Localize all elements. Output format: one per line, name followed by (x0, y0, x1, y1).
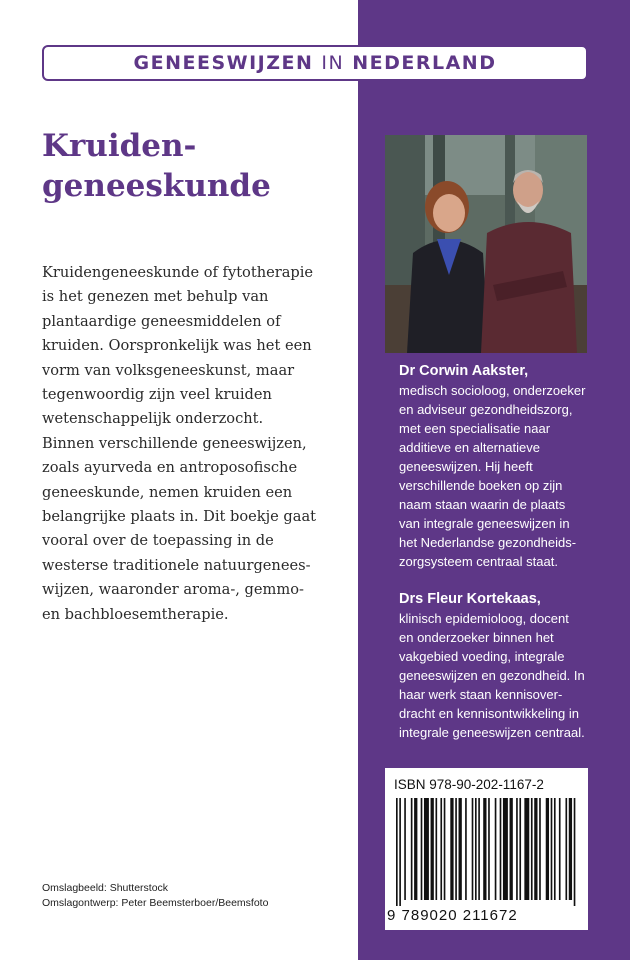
blurb-line: Kruidengeneeskunde of fytotherapie (42, 264, 314, 281)
barcode-bar (431, 798, 434, 900)
barcode-bar (424, 798, 429, 900)
bio-line: integrale geneeswijzen centraal. (399, 725, 585, 740)
bio-line: verschillende boeken op zijn (399, 478, 563, 493)
book-title (42, 126, 342, 206)
barcode-bar (421, 798, 423, 900)
blurb-line: westerse traditionele natuurgenees- (42, 556, 311, 574)
credit-photo: Omslagbeeld: Shutterstock (42, 882, 169, 894)
isbn-text: ISBN 978-90-202-1167-2 (394, 777, 544, 792)
barcode-bar (440, 798, 442, 900)
barcode-bar (478, 798, 480, 900)
author-name-2: Drs Fleur Kortekaas, (399, 591, 541, 607)
cover-credits (42, 881, 268, 911)
barcode-bar (488, 798, 490, 900)
credit-design: Omslagontwerp: Peter Beemsterboer/Beemsfoto (42, 897, 269, 909)
barcode-bar (435, 798, 437, 900)
barcode-digits: 9 789020 211672 (387, 907, 518, 924)
barcode-bar (472, 798, 474, 900)
barcode-bar (459, 798, 462, 900)
book-title-line: Kruiden- (42, 128, 197, 164)
barcode-bar (531, 798, 533, 900)
author-bio-2 (399, 590, 585, 742)
blurb-line: geneeskunde, nemen kruiden een (42, 483, 293, 501)
bio-line: additieve en alternatieve (399, 440, 540, 455)
barcode-bar (404, 798, 406, 900)
blurb-line: vorm van volksgeneeskunst, maar (42, 361, 295, 379)
barcode-bar (465, 798, 467, 900)
bio-line: met een specialisatie naar (399, 421, 551, 436)
barcode-bar (495, 798, 497, 900)
bio-line: medisch socioloog, onderzoeker (399, 383, 586, 398)
bio-line: haar werk staan kennisover- (399, 687, 563, 702)
book-title-line: geneeskunde (42, 168, 271, 204)
blurb-line: wijzen, waaronder aroma-, gemmo- (42, 581, 304, 599)
bio-line: en onderzoeker binnen het (399, 630, 554, 645)
author-photo-image (385, 135, 587, 353)
barcode-bar (500, 798, 502, 900)
barcode-bar (450, 798, 453, 900)
author-photo (385, 135, 587, 353)
blurb-line: zoals ayurveda en antroposofische (42, 459, 298, 477)
blurb-line: tegenwoordig zijn veel kruiden (42, 386, 272, 404)
bio-line: klinisch epidemioloog, docent (399, 611, 569, 626)
barcode-bar (574, 798, 576, 906)
blurb-line: Binnen verschillende geneeswijzen, (42, 434, 307, 452)
author-bio-1 (399, 362, 585, 571)
blurb-line: belangrijke plaats in. Dit boekje gaat (42, 508, 317, 526)
barcode-bar (455, 798, 457, 900)
barcode-bar (444, 798, 446, 900)
series-word-2: IN (321, 52, 345, 74)
series-word-1: GENEESWIJZEN (133, 52, 314, 74)
barcode-bar (516, 798, 518, 900)
bio-line: van integrale geneeswijzen in (399, 516, 570, 531)
bio-line: en adviseur gezondheidszorg, (399, 402, 573, 417)
barcode-bar (503, 798, 508, 900)
barcode-bar (551, 798, 553, 900)
bio-line: naam staan waarin de plaats (399, 497, 566, 512)
barcode-bar (569, 798, 572, 900)
barcode-bar (524, 798, 529, 900)
barcode-box (385, 768, 588, 930)
barcode-bar (510, 798, 513, 900)
series-title-bar (42, 45, 588, 81)
barcode-bar (414, 798, 417, 900)
blurb-line: is het genezen met behulp van (42, 288, 269, 306)
bio-line: geneeswijzen. Hij heeft (399, 459, 533, 474)
barcode-bar (565, 798, 567, 900)
barcode-bar (554, 798, 556, 900)
blurb-line: kruiden. Oorspronkelijk was het een (42, 337, 312, 355)
bio-line: vakgebied voeding, integrale (399, 649, 565, 664)
barcode-bar (559, 798, 561, 900)
barcode-bar (534, 798, 537, 900)
barcode-bar (396, 798, 398, 906)
bio-line: geneeswijzen en gezondheid. In (399, 668, 585, 683)
barcode-bar (519, 798, 521, 900)
blurb-line: vooral over de toepassing in de (42, 532, 274, 550)
blurb-line: plantaardige geneesmiddelen of (42, 312, 281, 330)
blurb-text (42, 261, 352, 627)
barcode-bar (475, 798, 477, 900)
author-name-1: Dr Corwin Aakster, (399, 363, 529, 379)
series-word-3: NEDERLAND (352, 52, 497, 74)
barcode-bar (539, 798, 541, 900)
bio-line: het Nederlandse gezondheids- (399, 535, 577, 550)
barcode-bar (483, 798, 486, 900)
barcode-bar (411, 798, 413, 900)
bio-line: dracht en kennisontwikkeling in (399, 706, 579, 721)
bio-line: zorgsysteem centraal staat. (399, 554, 558, 569)
blurb-line: wetenschappelijk onderzocht. (42, 410, 264, 428)
barcode-bar (399, 798, 401, 906)
barcode-bars (396, 798, 577, 906)
barcode-bar (546, 798, 549, 900)
blurb-line: en bachbloesemtherapie. (42, 605, 229, 623)
